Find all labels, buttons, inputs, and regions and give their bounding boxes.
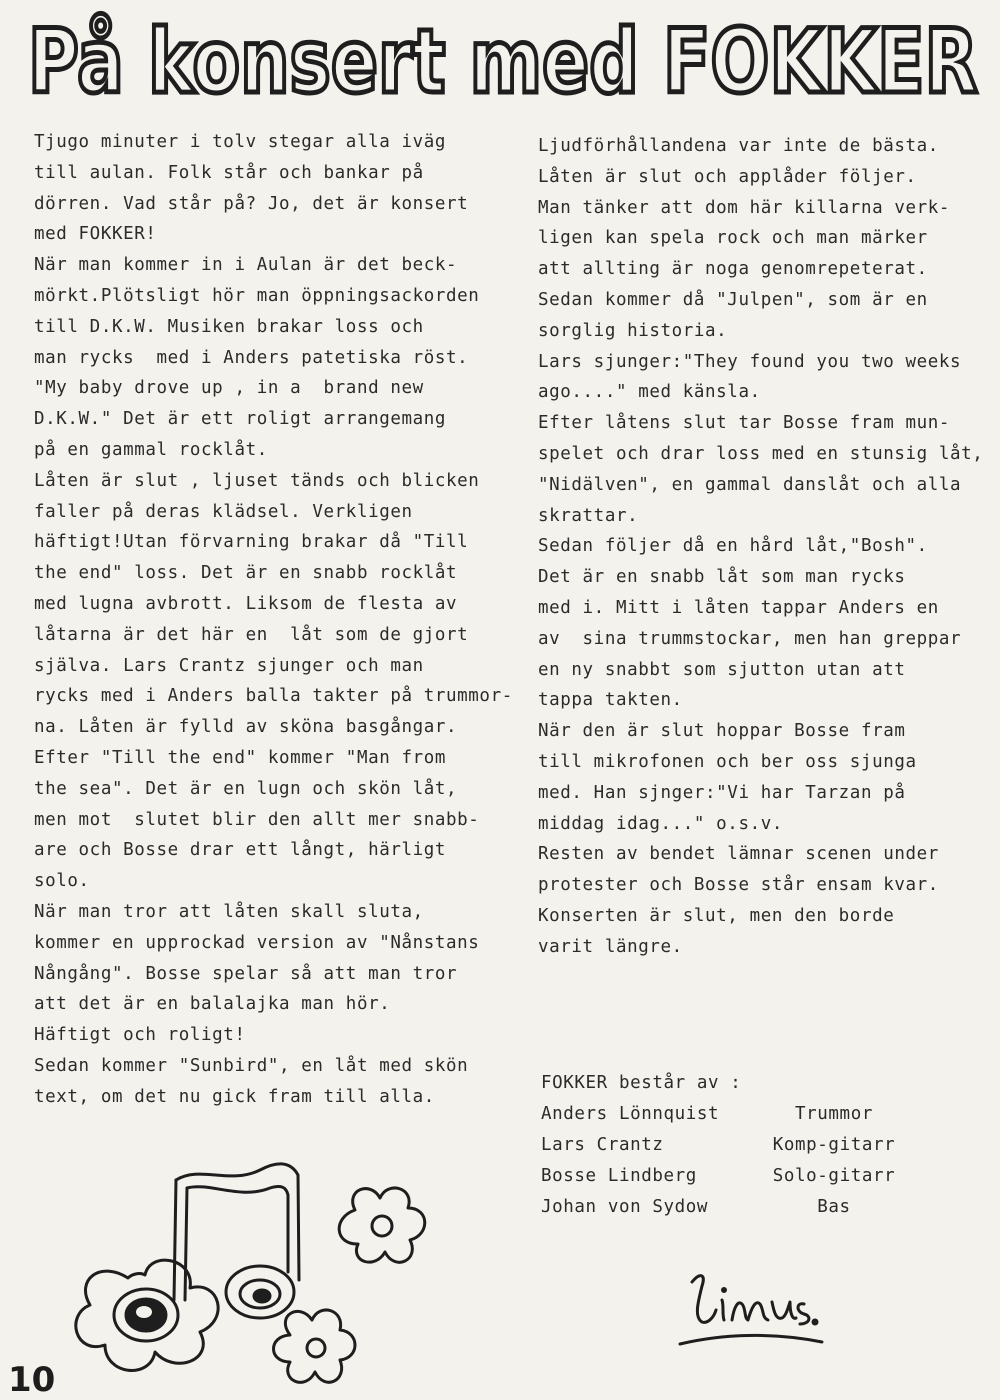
member-role: Trummor xyxy=(795,1104,873,1124)
left-column xyxy=(34,127,513,1113)
text-line: att allting är noga genomrepeterat. xyxy=(538,259,928,280)
text-line: middag idag..." o.s.v. xyxy=(538,813,783,834)
text-line: man rycks med i Anders patetiska röst. xyxy=(34,347,469,368)
signature-icon xyxy=(672,1262,832,1354)
page-number: 10 xyxy=(8,1360,56,1400)
text-line: på en gammal rocklåt. xyxy=(34,439,268,460)
text-line: faller på deras klädsel. Verkligen xyxy=(34,501,413,522)
text-line: sorglig historia. xyxy=(538,320,728,341)
text-line: ligen kan spela rock och man märker xyxy=(538,228,928,249)
text-line: protester och Bosse står ensam kvar. xyxy=(538,875,939,896)
text-line: När man tror att låten skall sluta, xyxy=(34,901,424,922)
text-line: rycks med i Anders balla takter på trummor- xyxy=(34,686,513,707)
text-line: kommer en upprockad version av "Nånstans xyxy=(34,932,480,953)
text-line: Nångång". Bosse spelar så att man tror xyxy=(34,963,458,984)
text-line: spelet och drar loss med en stunsig låt, xyxy=(538,443,984,464)
text-line: D.K.W." Det är ett roligt arrangemang xyxy=(34,409,447,430)
text-line: Sedan kommer då "Julpen", som är en xyxy=(538,289,928,310)
text-line: Konserten är slut, men den borde xyxy=(538,905,895,926)
text-line: tappa takten. xyxy=(538,690,683,711)
text-line: av sina trummstockar, men han greppar xyxy=(538,628,962,649)
text-line: dörren. Vad står på? Jo, det är konsert xyxy=(34,193,469,214)
text-line: the end" loss. Det är en snabb rocklåt xyxy=(34,563,458,584)
member-role: Solo-gitarr xyxy=(772,1166,896,1186)
text-line: låtarna är det här en låt som de gjort xyxy=(34,624,469,645)
text-line: en ny snabbt som sjutton utan att xyxy=(538,659,906,680)
music-note-flowers-icon xyxy=(70,1140,490,1398)
member-name: Lars Crantz xyxy=(541,1135,664,1155)
text-line: Efter "Till the end" kommer "Man from xyxy=(34,747,447,768)
member-row xyxy=(541,1130,899,1161)
text-line: När man kommer in i Aulan är det beck- xyxy=(34,255,458,276)
text-line: Häftigt och roligt! xyxy=(34,1025,246,1046)
text-line: varit längre. xyxy=(538,936,683,957)
text-line: med lugna avbrott. Liksom de flesta av xyxy=(34,593,458,614)
band-members-heading: FOKKER består av : xyxy=(541,1073,742,1093)
text-line: Det är en snabb låt som man rycks xyxy=(538,567,906,588)
member-name: Anders Lönnquist xyxy=(541,1104,720,1124)
text-line: Låten är slut och applåder följer. xyxy=(538,166,917,187)
text-line: Ljudförhållandena var inte de bästa. xyxy=(538,136,939,156)
text-line: mörkt.Plötsligt hör man öppningsackorden xyxy=(34,285,480,306)
article-title-outline-lettering xyxy=(18,0,988,118)
text-line: the sea". Det är en lugn och skön låt, xyxy=(34,778,458,799)
text-line: häftigt!Utan förvarning brakar då "Till xyxy=(34,532,469,553)
text-line: Lars sjunger:"They found you two weeks xyxy=(538,351,962,372)
text-line: Tjugo minuter i tolv stegar alla iväg xyxy=(34,132,447,152)
member-row xyxy=(541,1099,899,1130)
text-line: "Nidälven", en gammal danslåt och alla xyxy=(538,474,962,495)
text-line: till aulan. Folk står och bankar på xyxy=(34,162,424,183)
text-line: solo. xyxy=(34,871,90,892)
text-line: Låten är slut , ljuset tänds och blicken xyxy=(34,470,480,491)
member-name: Johan von Sydow xyxy=(541,1197,709,1217)
band-members xyxy=(541,1067,899,1223)
text-line: skrattar. xyxy=(538,505,639,526)
text-line: na. Låten är fylld av sköna basgångar. xyxy=(34,717,458,738)
member-role: Komp-gitarr xyxy=(772,1135,896,1155)
text-line: Sedan följer då en hård låt,"Bosh". xyxy=(538,536,928,557)
text-line: Efter låtens slut tar Bosse fram mun- xyxy=(538,413,951,434)
text-line: att det är en balalajka man hör. xyxy=(34,994,391,1015)
text-line: med. Han sjnger:"Vi har Tarzan på xyxy=(538,782,906,803)
text-line: till D.K.W. Musiken brakar loss och xyxy=(34,316,424,337)
text-line: "My baby drove up , in a brand new xyxy=(34,378,424,399)
member-role: Bas xyxy=(817,1197,851,1217)
member-name: Bosse Lindberg xyxy=(541,1166,697,1186)
member-row xyxy=(541,1192,899,1223)
text-line: text, om det nu gick fram till alla. xyxy=(34,1086,435,1107)
right-column xyxy=(538,131,983,963)
text-line: Man tänker att dom här killarna verk- xyxy=(538,197,951,218)
text-line: med i. Mitt i låten tappar Anders en xyxy=(538,597,939,618)
text-line: med FOKKER! xyxy=(34,224,157,245)
text-line: men mot slutet blir den allt mer snabb- xyxy=(34,809,480,830)
text-line: Resten av bendet lämnar scenen under xyxy=(538,844,939,865)
text-line: till mikrofonen och ber oss sjunga xyxy=(538,751,917,772)
text-line: När den är slut hoppar Bosse fram xyxy=(538,721,906,742)
member-row xyxy=(541,1161,899,1192)
band-members-list xyxy=(541,1099,899,1223)
article-title xyxy=(18,0,988,118)
text-line: själva. Lars Crantz sjunger och man xyxy=(34,655,424,676)
text-line: ago...." med känsla. xyxy=(538,382,761,403)
text-line: are och Bosse drar ett långt, härligt xyxy=(34,840,447,861)
text-line: Sedan kommer "Sunbird", en låt med skön xyxy=(34,1055,469,1076)
article-title-text: På konsert med FOKKER xyxy=(28,10,978,113)
